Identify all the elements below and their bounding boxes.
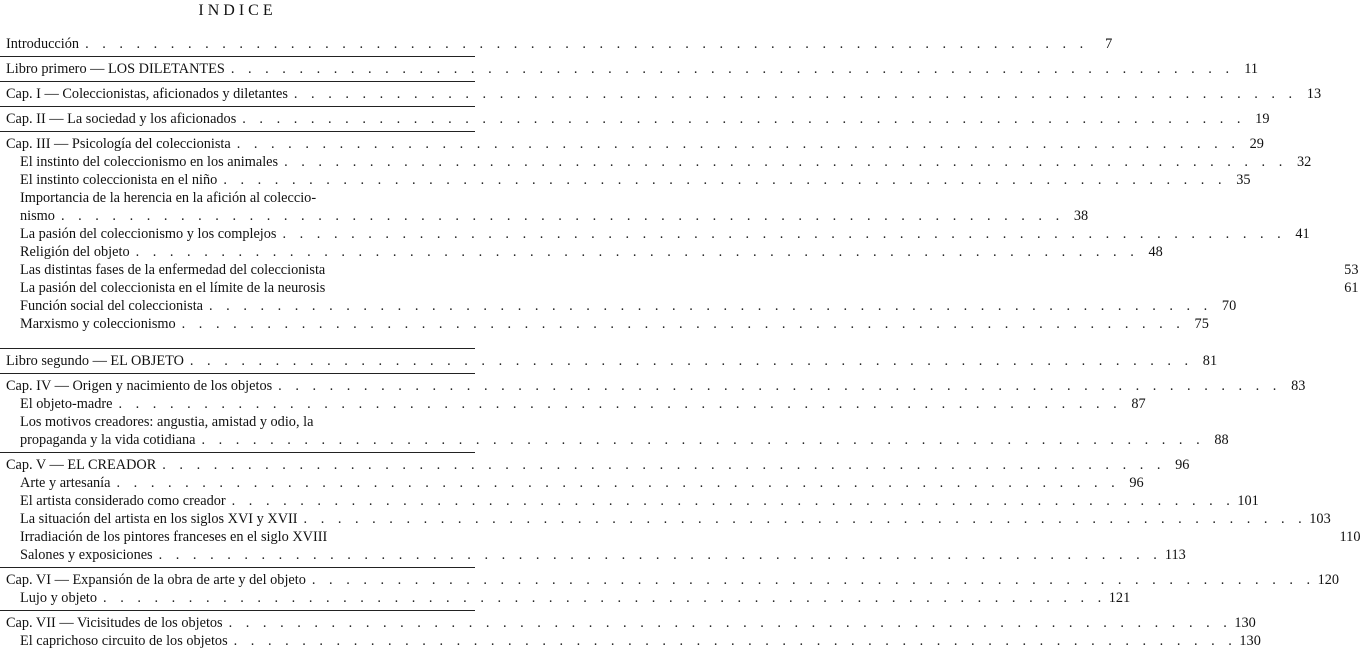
toc-chapter-entry[interactable] (0, 35, 1113, 53)
toc-entry-title: Arte y artesanía (20, 475, 111, 491)
toc-subentry[interactable] (0, 510, 1331, 528)
toc-page-number: 130 (1234, 615, 1256, 631)
toc-entry-title: La pasión del coleccionista en el límite de la neurosis (20, 280, 326, 296)
toc-subentry[interactable] (0, 315, 1209, 333)
toc-page-number: 101 (1237, 493, 1259, 509)
toc-subentry[interactable] (0, 171, 1251, 189)
toc-entry-title: Marxismo y coleccionismo (20, 316, 176, 332)
toc-page-number: 96 (1175, 457, 1190, 473)
toc-page-number: 88 (1214, 432, 1229, 448)
toc-subentry[interactable] (0, 589, 1131, 607)
toc-chapter-entry[interactable] (0, 456, 1190, 474)
toc-page-number: 113 (1164, 547, 1186, 563)
toc-entry-title: El instinto del coleccionismo en los animales (20, 154, 279, 170)
dot-leader: . . . . . . . . . . . . . . . . . . . . . . . . . . . . . . . . . . . . . . . . . . . . . . . . . . . . . . . . . . . (278, 378, 1282, 394)
toc-subentry[interactable] (0, 413, 475, 431)
dot-leader: . . . . . . . . . . . . . . . . . . . . . . . . . . . . . . . . . . . . . . . . . . . . . . . . . . . . . . . . . . . (284, 154, 1288, 170)
dot-leader: . . . . . . . . . . . . . . . . . . . . . . . . . . . . . . . . . . . . . . . . . . . . . . . . . . . . . . . . . . . (181, 316, 1185, 332)
dot-leader: . . . . . . . . . . . . . . . . . . . . . . . . . . . . . . . . . . . . . . . . . . . . . . . . . . . . . . . . . . . (158, 547, 1162, 563)
dot-leader: . . . . . . . . . . . . . . . . . . . . . . . . . . . . . . . . . . . . . . . . . . . . . . . . . . . . . . . . . . . (293, 86, 1298, 102)
dot-leader: . . . . . . . . . . . . . . . . . . . . . . . . . . . . . . . . . . . . . . . . . . . . . . . . . . . . . . . . . . . (282, 226, 1286, 242)
toc-page-number: 70 (1221, 298, 1237, 314)
toc-entry-title: Cap. IV — Origen y nacimiento de los objetos (6, 378, 273, 394)
toc-entry-title: Libro segundo — EL OBJETO (6, 353, 184, 369)
toc-page-number: 38 (1073, 208, 1089, 224)
toc-page-number: 19 (1255, 111, 1270, 127)
section-rule (0, 106, 475, 107)
toc-page-number: 103 (1309, 511, 1331, 527)
toc-entry-title: Importancia de la herencia en la afición al coleccio- (20, 190, 317, 206)
toc-page-number: 48 (1148, 244, 1163, 260)
toc-page-number: 121 (1108, 590, 1131, 606)
toc-page-number: 7 (1105, 36, 1113, 52)
toc-page-number: 110 (1339, 529, 1360, 545)
toc-entry-title: Introducción (6, 36, 80, 52)
dot-leader: . . . . . . . . . . . . . . . . . . . . . . . . . . . . . . . . . . . . . . . . . . . . . . . . . . . . . . . . . . . (230, 61, 1235, 77)
toc-entry-title: Cap. III — Psicología del coleccionista (6, 136, 231, 152)
toc-subentry[interactable] (0, 546, 1186, 564)
toc-page-number: 53 (1344, 262, 1359, 278)
toc-entry-title: Religión del objeto (20, 244, 130, 260)
toc-entry-title: El objeto-madre (20, 396, 113, 412)
dot-leader: . . . . . . . . . . . . . . . . . . . . . . . . . . . . . . . . . . . . . . . . . . . . . . . . . . . . . . . . . . . (118, 396, 1122, 412)
toc-entry-title: Cap. VII — Vicisitudes de los objetos (6, 615, 223, 631)
dot-leader: . . . . . . . . . . . . . . . . . . . . . . . . . . . . . . . . . . . . . . . . . . . . . . . . . . . . . . . . . . . (303, 511, 1307, 527)
toc-entry-title: Cap. VI — Expansión de la obra de arte y del objeto (6, 572, 306, 588)
dot-leader: . . . . . . . . . . . . . . . . . . . . . . . . . . . . . . . . . . . . . . . . . . . . . . . . . . . . . . . . . . . (189, 353, 1194, 369)
toc-entry-title: Libro primero — LOS DILETANTES (6, 61, 225, 77)
toc-subentry[interactable] (0, 474, 1144, 492)
dot-leader: . . . . . . . . . . . . . . . . . . . . . . . . . . . . . . . . . . . . . . . . . . . . . . . . . . . . . . . . . . . (209, 298, 1213, 314)
section-rule (0, 81, 475, 82)
toc-subentry[interactable] (0, 153, 1312, 171)
toc-entry-title: El artista considerado como creador (20, 493, 226, 509)
dot-leader: . . . . . . . . . . . . . . . . . . . . . . . . . . . . . . . . . . . . . . . . . . . . . . . . . . . . . . . . . . . (311, 572, 1316, 588)
toc-entry-title: Lujo y objeto (20, 590, 98, 606)
toc-entry-title: La pasión del coleccionismo y los complejos (20, 226, 277, 242)
dot-leader: . . . . . . . . . . . . . . . . . . . . . . . . . . . . . . . . . . . . . . . . . . . . . . . . . . . . . . . . . . . (201, 432, 1205, 448)
toc-entry-title: Los motivos creadores: angustia, amistad y odio, la (20, 414, 314, 430)
toc-entry-title: Irradiación de los pintores franceses en el siglo XVIII (20, 529, 328, 545)
page-title: INDICE (198, 2, 277, 19)
dot-leader: . . . . . . . . . . . . . . . . . . . . . . . . . . . . . . . . . . . . . . . . . . . . . . . . . . . . . . . . . . . (103, 590, 1107, 606)
toc-page-number: 11 (1244, 61, 1259, 77)
toc-page-number: 32 (1296, 154, 1312, 170)
dot-leader: . . . . . . . . . . . . . . . . . . . . . . . . . . . . . . . . . . . . . . . . . . . . . . . . . . . . . . . . . . . (233, 633, 1237, 649)
toc-page-number: 96 (1129, 475, 1144, 491)
toc-page-number: 61 (1344, 280, 1359, 296)
section-rule (0, 348, 475, 349)
dot-leader: . . . . . . . . . . . . . . . . . . . . . . . . . . . . . . . . . . . . . . . . . . . . . . . . . . . . . . . . . . . (228, 615, 1232, 631)
toc-entry-continuation[interactable] (0, 207, 1089, 225)
toc-page-number: 130 (1239, 633, 1261, 649)
dot-leader: . . . . . . . . . . . . . . . . . . . . . . . . . . . . . . . . . . . . . . . . . . . . . . . . . . . . . . . . . . . (223, 172, 1227, 188)
toc-entry-title: Cap. II — La sociedad y los aficionados (6, 111, 237, 127)
toc-entry-title: Las distintas fases de la enfermedad del coleccionista (20, 262, 326, 278)
toc-page-number: 29 (1249, 136, 1264, 152)
toc-page-number: 120 (1317, 572, 1340, 588)
section-rule (0, 56, 475, 57)
toc-entry-title: La situación del artista en los siglos XVI y XVII (20, 511, 298, 527)
toc-subentry[interactable] (0, 279, 1359, 297)
toc-entry-continuation[interactable] (0, 431, 1229, 449)
section-rule (0, 452, 475, 453)
toc-entry-title: El instinto coleccionista en el niño (20, 172, 218, 188)
toc-chapter-entry[interactable] (0, 377, 1306, 395)
dot-leader: . . . . . . . . . . . . . . . . . . . . . . . . . . . . . . . . . . . . . . . . . . . . . . . . . . . . . . . . . . . (162, 457, 1166, 473)
toc-subentry[interactable] (0, 528, 1360, 546)
dot-leader: . . . . . . . . . . . . . . . . . . . . . . . . . . . . . . . . . . . . . . . . . . . . . . . . . . . . . . . . . . . (116, 475, 1120, 491)
section-rule (0, 131, 475, 132)
toc-entry-title: Cap. I — Coleccionistas, aficionados y diletantes (6, 86, 288, 102)
dot-leader: . . . . . . . . . . . . . . . . . . . . . . . . . . . . . . . . . . . . . . . . . . . . . . . . . . . . . . . . . . . (60, 208, 1065, 224)
section-rule (0, 567, 475, 568)
toc-entry-title: nismo (20, 208, 55, 224)
toc-chapter-entry[interactable] (0, 110, 1270, 128)
toc-page-number: 75 (1194, 316, 1209, 332)
toc-subentry[interactable] (0, 189, 475, 207)
toc-page-number: 13 (1306, 86, 1322, 102)
section-rule (0, 610, 475, 611)
toc-subentry[interactable] (0, 632, 1261, 650)
toc-subentry[interactable] (0, 395, 1146, 413)
toc-entry-title: Función social del coleccionista (20, 298, 204, 314)
dot-leader: . . . . . . . . . . . . . . . . . . . . . . . . . . . . . . . . . . . . . . . . . . . . . . . . . . . . . . . . . . . (231, 493, 1235, 509)
toc-page-number: 41 (1295, 226, 1310, 242)
toc-subentry[interactable] (0, 297, 1237, 315)
toc-entry-title: Cap. V — EL CREADOR (6, 457, 157, 473)
toc-chapter-entry[interactable] (0, 60, 1259, 78)
toc-entry-title: propaganda y la vida cotidiana (20, 432, 196, 448)
toc-chapter-entry[interactable] (0, 352, 1218, 370)
toc-chapter-entry[interactable] (0, 85, 1322, 103)
toc-chapter-entry[interactable] (0, 614, 1256, 632)
dot-leader: . . . . . . . . . . . . . . . . . . . . . . . . . . . . . . . . . . . . . . . . . . . . . . . . . . . . . . . . . . . (236, 136, 1240, 152)
section-rule (0, 373, 475, 374)
dot-leader: . . . . . . . . . . . . . . . . . . . . . . . . . . . . . . . . . . . . . . . . . . . . . . . . . . . . . . . . . . . (85, 36, 1089, 52)
toc-subentry[interactable] (0, 492, 1259, 510)
toc-page-number: 87 (1131, 396, 1146, 412)
table-of-contents (0, 35, 1360, 650)
toc-page-number: 81 (1202, 353, 1218, 369)
toc-chapter-entry[interactable] (0, 571, 1340, 589)
toc-entry-title: Salones y exposiciones (20, 547, 153, 563)
dot-leader: . . . . . . . . . . . . . . . . . . . . . . . . . . . . . . . . . . . . . . . . . . . . . . . . . . . . . . . . . . . (135, 244, 1139, 260)
toc-page-number: 35 (1236, 172, 1251, 188)
toc-subentry[interactable] (0, 261, 1359, 279)
toc-subentry[interactable] (0, 225, 1310, 243)
dot-leader: . . . . . . . . . . . . . . . . . . . . . . . . . . . . . . . . . . . . . . . . . . . . . . . . . . . . . . . . . . . (242, 111, 1246, 127)
toc-page-number: 83 (1291, 378, 1306, 394)
section-spacer (0, 333, 475, 345)
toc-chapter-entry[interactable] (0, 135, 1264, 153)
toc-entry-title: El caprichoso circuito de los objetos (20, 633, 228, 649)
toc-subentry[interactable] (0, 243, 1163, 261)
